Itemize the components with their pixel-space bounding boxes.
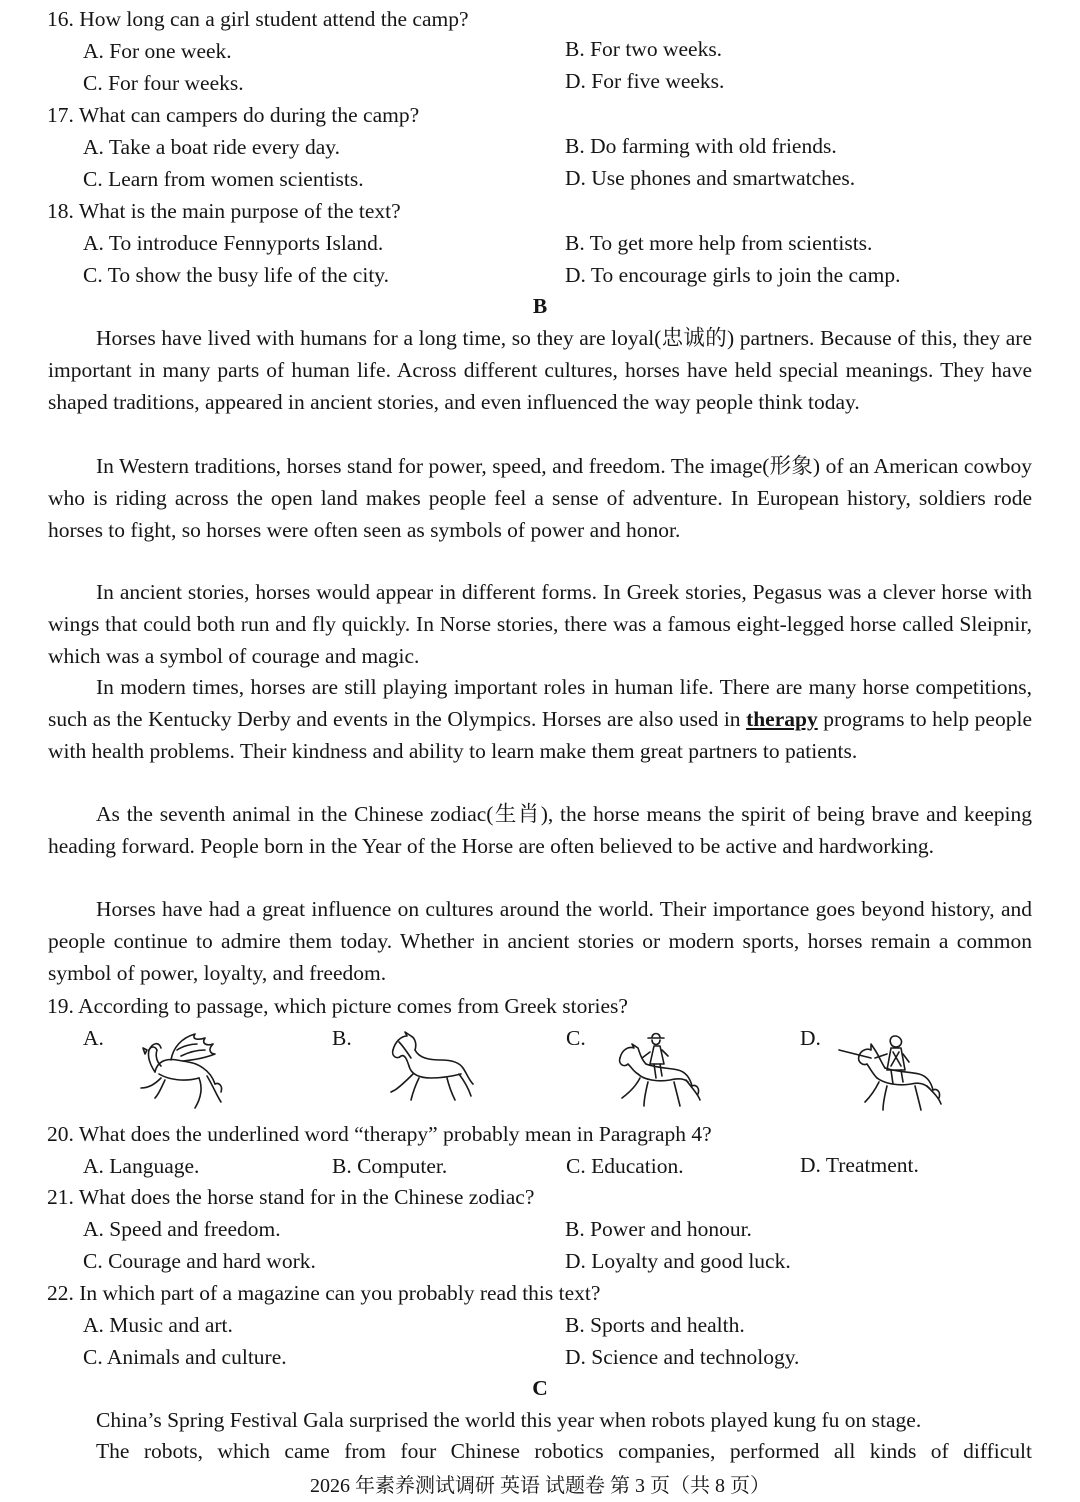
- question-22-option-d: D. Science and technology.: [565, 1345, 800, 1369]
- question-18-option-a: A. To introduce Fennyports Island.: [83, 231, 384, 255]
- section-c-line-2: The robots, which came from four Chinese robotics companies, performed all kinds of difficult: [96, 1439, 1032, 1463]
- question-16-option-d: D. For five weeks.: [565, 69, 725, 93]
- question-18-stem: 18. What is the main purpose of the text?: [47, 199, 401, 223]
- question-19-stem: 19. According to passage, which picture comes from Greek stories?: [47, 994, 628, 1018]
- question-21-option-b: B. Power and honour.: [565, 1217, 752, 1241]
- page-footer: 2026 年素养测试调研 英语 试题卷 第 3 页（共 8 页）: [310, 1475, 770, 1497]
- paragraph-4-text-before: In modern times, horses are still playing important roles in human life. There are many horse competitions, such as the Kentucky Derby and events in the Olympics. Horses are also used in: [48, 675, 1032, 731]
- question-20-option-c: C. Education.: [566, 1154, 684, 1178]
- question-19-option-a-label: A.: [83, 1026, 104, 1050]
- running-horse-icon: [375, 1030, 475, 1106]
- question-20-option-b: B. Computer.: [332, 1154, 448, 1178]
- question-16-option-a: A. For one week.: [83, 39, 232, 63]
- question-19-option-c-label: C.: [566, 1026, 586, 1050]
- section-b-paragraph-2: In Western traditions, horses stand for power, speed, and freedom. The image(形象) of an American cowboy who is riding across the open land makes people feel a sense of adventure. In European history, soldiers rode horses to fight, so horses were often seen as symbols of power and honor.: [48, 454, 1032, 542]
- section-b-paragraph-3: In ancient stories, horses would appear in different forms. In Greek stories, Pegasus was a clever horse with wings that could both run and fly quickly. In Norse stories, there was a famous eight-legged horse called Sleipnir, which was a symbol of courage and magic.: [48, 580, 1032, 668]
- question-16-option-b: B. For two weeks.: [565, 37, 723, 61]
- paragraph-4-text-after: programs to help people with health problems. Their kindness and ability to learn make them great partners to patients.: [48, 706, 1032, 763]
- question-18-option-d: D. To encourage girls to join the camp.: [565, 263, 901, 287]
- question-21-stem: 21. What does the horse stand for in the Chinese zodiac?: [47, 1185, 535, 1209]
- question-17-option-d: D. Use phones and smartwatches.: [565, 166, 856, 190]
- section-b-heading: B: [532, 294, 548, 318]
- question-22-option-c: C. Animals and culture.: [83, 1345, 287, 1369]
- question-21-option-c: C. Courage and hard work.: [83, 1249, 316, 1273]
- section-b-paragraph-5: As the seventh animal in the Chinese zodiac(生肖), the horse means the spirit of being brave and keeping heading forward. People born in the Year of the Horse are often believed to be active and hardworking.: [48, 802, 1032, 858]
- section-b-paragraph-4: [48, 672, 1032, 767]
- question-19-option-d-label: D.: [800, 1026, 821, 1050]
- cowboy-rider-icon: [598, 1028, 702, 1112]
- question-22-option-b: B. Sports and health.: [565, 1313, 745, 1337]
- winged-horse-icon: [125, 1028, 225, 1114]
- question-16-option-c: C. For four weeks.: [83, 71, 244, 95]
- question-20-option-a: A. Language.: [83, 1154, 200, 1178]
- section-c-line-1: China’s Spring Festival Gala surprised the world this year when robots played kung fu on stage.: [96, 1408, 922, 1432]
- armored-knight-icon: [835, 1030, 943, 1116]
- question-22-option-a: A. Music and art.: [83, 1313, 233, 1337]
- question-19-option-b-label: B.: [332, 1026, 352, 1050]
- question-16-stem: 16. How long can a girl student attend the camp?: [47, 7, 469, 31]
- question-17-option-a: A. Take a boat ride every day.: [83, 135, 340, 159]
- question-17-option-c: C. Learn from women scientists.: [83, 167, 364, 191]
- question-20-option-d: D. Treatment.: [800, 1153, 919, 1177]
- underlined-word-therapy: therapy: [746, 706, 818, 731]
- question-17-stem: 17. What can campers do during the camp?: [47, 103, 420, 127]
- question-21-option-d: D. Loyalty and good luck.: [565, 1249, 791, 1273]
- section-b-paragraph-6: Horses have had a great influence on cultures around the world. Their importance goes beyond history, and people continue to admire them today. Whether in ancient stories or modern sports, horses remain a common symbol of power, loyalty, and freedom.: [48, 897, 1032, 985]
- question-21-option-a: A. Speed and freedom.: [83, 1217, 281, 1241]
- question-20-stem: 20. What does the underlined word “therapy” probably mean in Paragraph 4?: [47, 1122, 712, 1146]
- question-18-option-c: C. To show the busy life of the city.: [83, 263, 390, 287]
- section-b-paragraph-1: Horses have lived with humans for a long time, so they are loyal(忠诚的) partners. Because of this, they are important in many parts of human life. Across different cultures, horses have held special meanings. They have shaped traditions, appeared in ancient stories, and even influenced the way people think today.: [48, 326, 1032, 414]
- question-22-stem: 22. In which part of a magazine can you probably read this text?: [47, 1281, 601, 1305]
- section-c-heading: C: [532, 1376, 548, 1400]
- question-17-option-b: B. Do farming with old friends.: [565, 134, 837, 158]
- question-18-option-b: B. To get more help from scientists.: [565, 231, 873, 255]
